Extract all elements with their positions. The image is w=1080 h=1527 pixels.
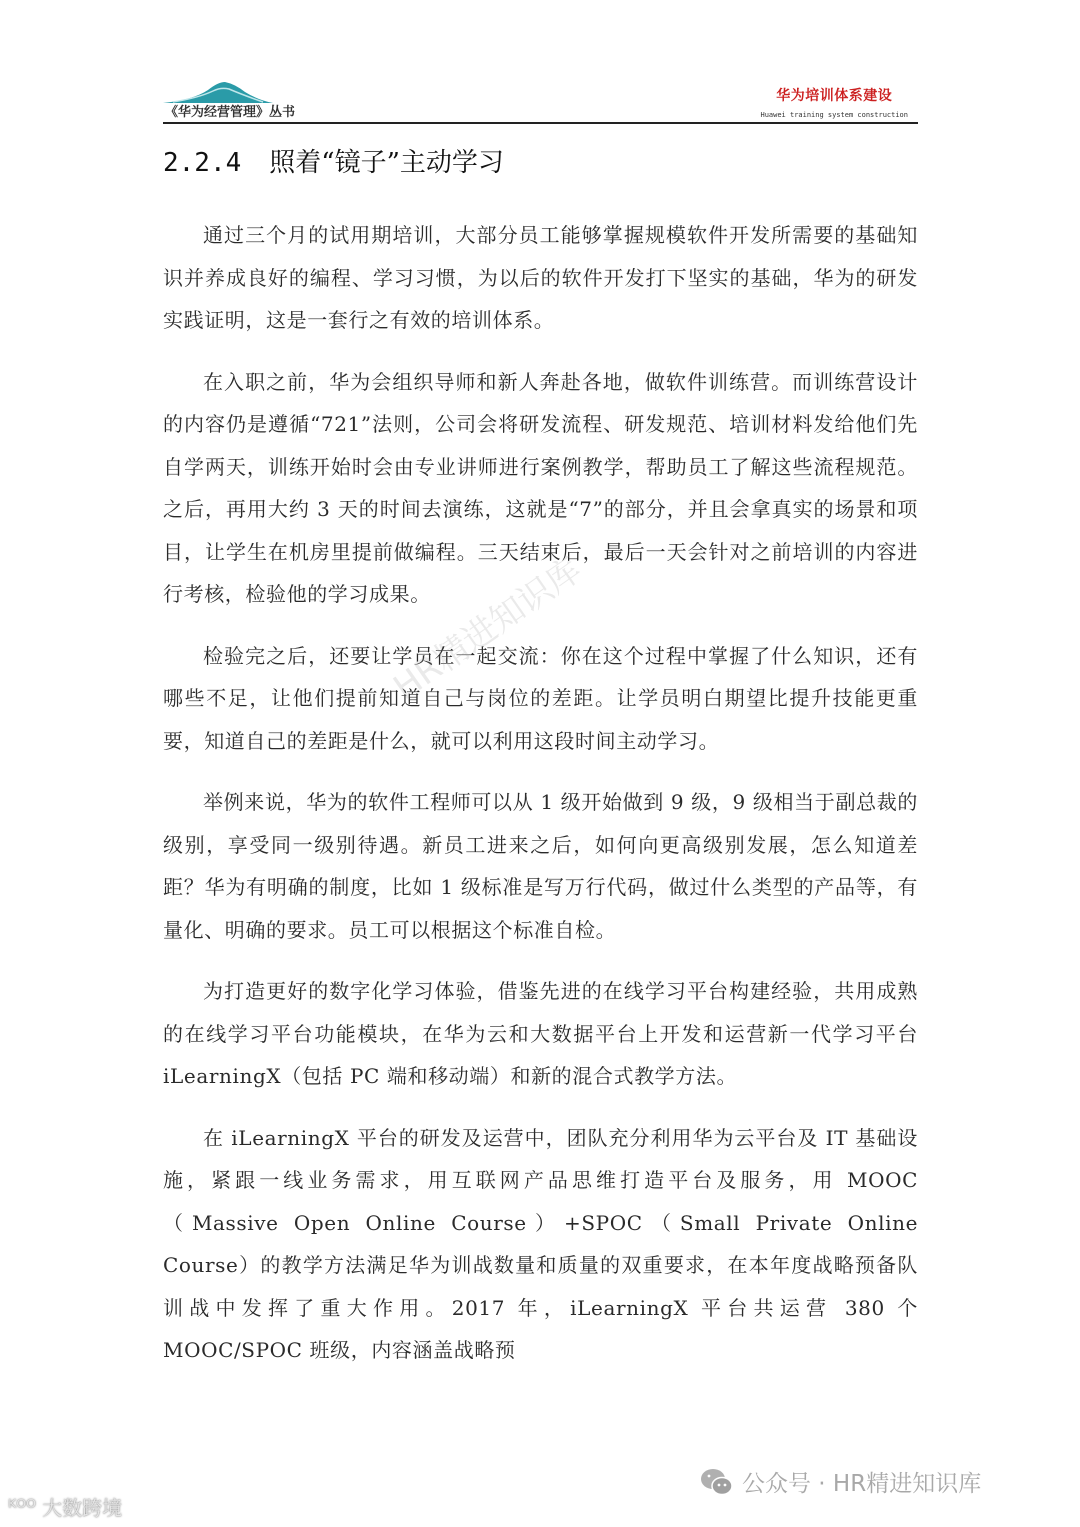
mountain-logo-icon [163,76,273,104]
footer-watermark [700,1465,981,1498]
section-title: 照着“镜子”主动学习 [269,148,504,178]
header-divider [163,122,918,124]
section-heading [163,142,504,179]
header-right [760,85,908,119]
paragraph: 通过三个月的试用期培训，大部分员工能够掌握规模软件开发所需要的基础知识并养成良好的编程、学习习惯，为以后的软件开发打下坚实的基础，华为的研发实践证明，这是一套行之有效的培训体系。 [163,223,918,332]
book-title: 华为培训体系建设 [776,88,893,104]
page-header [163,70,918,125]
corner-watermark-text: 大数跨境 [42,1496,123,1520]
corner-logo-icon: ᴷᴼᴼ [8,1494,37,1519]
series-label: 《华为经营管理》丛书 [165,105,296,120]
paragraph: 检验完之后，还要让学员在一起交流：你在这个过程中掌握了什么知识，还有哪些不足，让他们提前知道自己与岗位的差距。让学员明白期望比提升技能更重要，知道自己的差距是什么，就可以利用这段时间主动学习。 [163,643,918,753]
corner-watermark [8,1492,122,1521]
wechat-icon [700,1467,734,1497]
paragraph: 为打造更好的数字化学习体验，借鉴先进的在线学习平台构建经验，共用成熟的在线学习平台功能模块，在华为云和大数据平台上开发和运营新一代学习平台 iLearningX（包括 PC 端和移动端）和新的混合式教学方法。 [163,979,918,1088]
paragraph: 在 iLearningX 平台的研发及运营中，团队充分利用华为云平台及 IT 基础设施，紧跟一线业务需求，用互联网产品思维打造平台及服务，用 MOOC（Massive Open Online Course）+SPOC（Small Private Online Course）的教学方法满足华为训战数量和质量的双重要求，在本年度战略预备队训战中发挥了重大作用。2017 年，iLearningX 平台共运营 380 个 MOOC/SPOC 班级，内容涵盖战略预 [163,1125,918,1362]
book-subtitle: Huawei training system construction [760,111,908,119]
diagonal-watermark: HR精进知识库 [386,549,589,709]
footer-watermark-text: 公众号 · HR精进知识库 [742,1471,982,1497]
paragraph: 在入职之前，华为会组织导师和新人奔赴各地，做软件训练营。而训练营设计的内容仍是遵循“721”法则，公司会将研发流程、研发规范、培训材料发给他们先自学两天，训练开始时会由专业讲师进行案例教学，帮助员工了解这些流程规范。之后，再用大约 3 天的时间去演练，这就是“7”的部分，并且会拿真实的场景和项目，让学生在机房里提前做编程。三天结束后，最后一天会针对之前培训的内容进行考核，检验他的学习成果。 [163,369,918,606]
body-text [163,214,918,1391]
paragraph: 举例来说，华为的软件工程师可以从 1 级开始做到 9 级，9 级相当于副总裁的级别，享受同一级别待遇。新员工进来之后，如何向更高级别发展，怎么知道差距？华为有明确的制度，比如 1 级标准是写万行代码，做过什么类型的产品等，有量化、明确的要求。员工可以根据这个标准自检。 [163,790,918,942]
section-number: 2.2.4 [163,148,242,178]
